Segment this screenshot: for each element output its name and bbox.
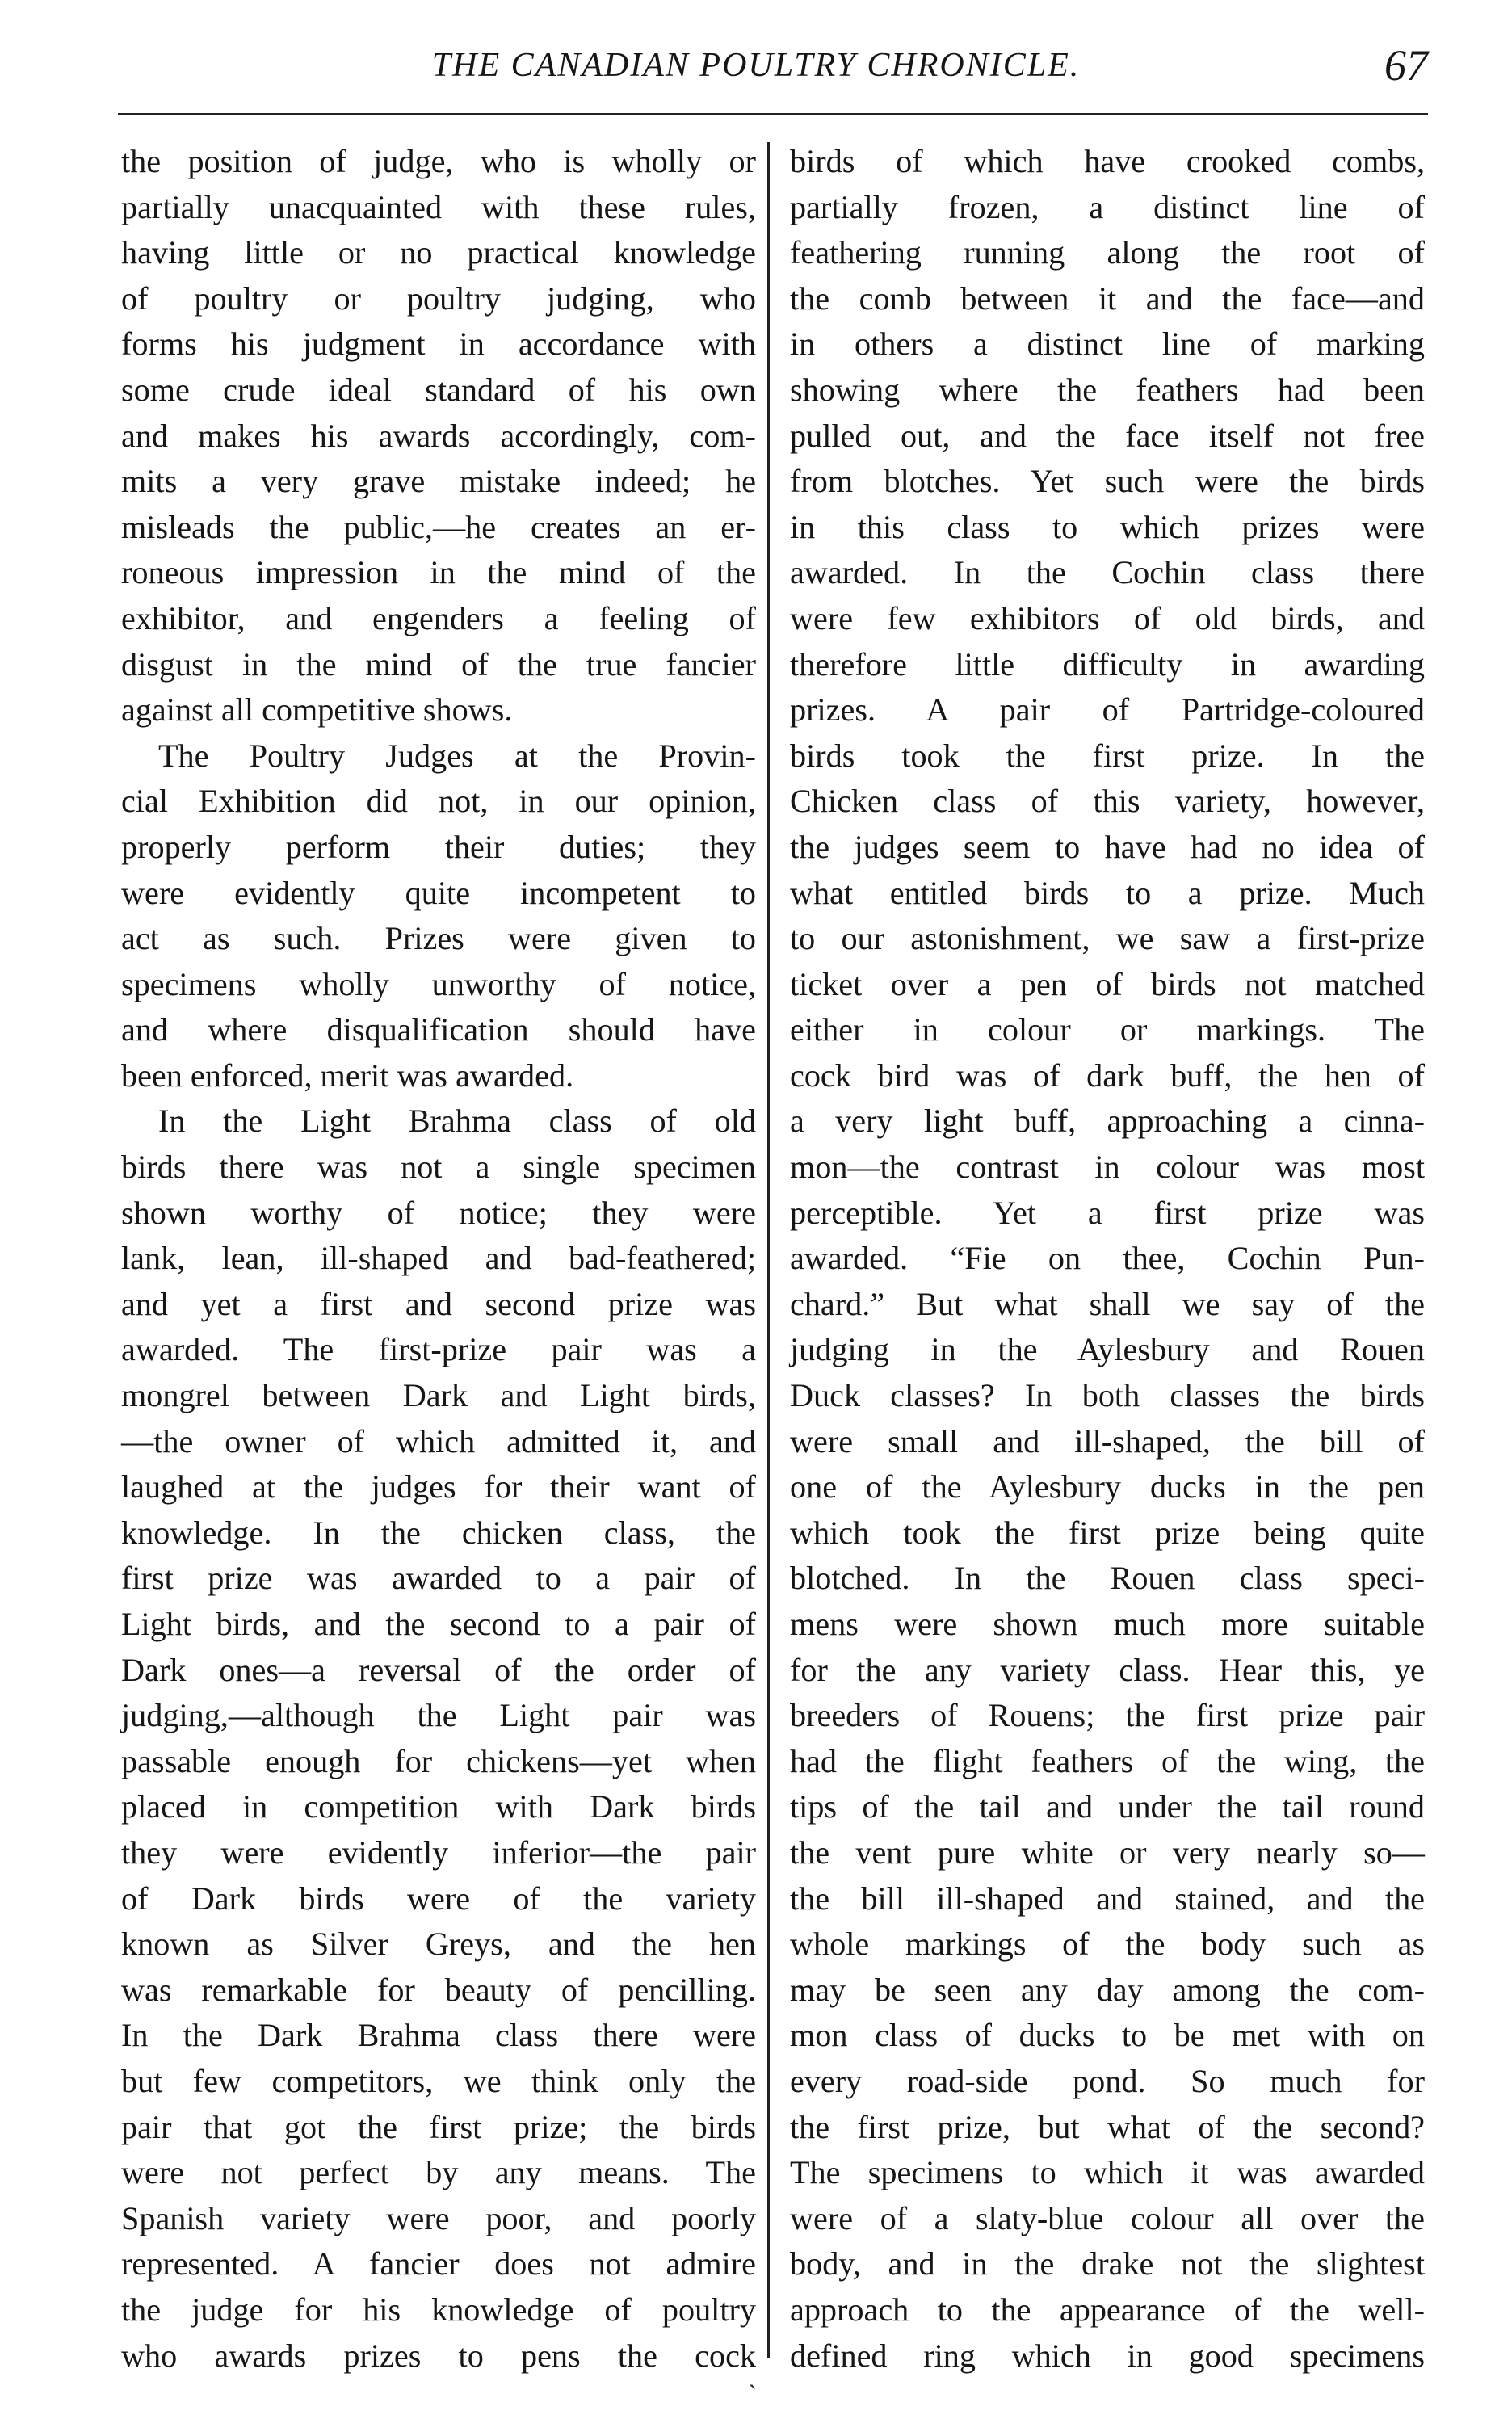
text-line: body, and in the drake not the slightest	[790, 2245, 1425, 2283]
text-line: In the Dark Brahma class there were	[121, 2017, 756, 2054]
text-line: feathering running along the root of	[790, 234, 1425, 271]
text-line: passable enough for chickens—yet when	[121, 1742, 756, 1779]
text-line: the bill ill-shaped and stained, and the	[790, 1880, 1425, 1917]
footer-mark: `	[748, 2380, 758, 2410]
text-line: Duck classes? In both classes the birds	[790, 1377, 1425, 1414]
text-line: partially unacquainted with these rules,	[121, 188, 756, 225]
text-line: and where disqualification should have	[121, 1011, 756, 1048]
text-line: which took the first prize being quite	[790, 1514, 1425, 1551]
page-header	[0, 29, 1512, 102]
text-line: shown worthy of notice; they were	[121, 1194, 756, 1231]
text-line: were evidently quite incompetent to	[121, 874, 756, 911]
text-line: act as such. Prizes were given to	[121, 920, 756, 957]
text-line: perceptible. Yet a first prize was	[790, 1194, 1425, 1231]
text-line: showing where the feathers had been	[790, 371, 1425, 408]
text-line: every road-side pond. So much for	[790, 2062, 1425, 2099]
header-rule	[118, 113, 1428, 116]
right-column	[790, 139, 1425, 2379]
text-line: Dark ones—a reversal of the order of	[121, 1651, 756, 1688]
text-line: cock bird was of dark buff, the hen of	[790, 1056, 1425, 1094]
text-line: The Poultry Judges at the Provin-	[158, 737, 756, 774]
text-line: In the Light Brahma class of old	[158, 1102, 756, 1140]
text-line: awarded. In the Cochin class there	[790, 554, 1425, 591]
text-line: been enforced, merit was awarded.	[121, 1056, 574, 1094]
text-line: may be seen any day among the com-	[790, 1971, 1425, 2008]
text-line: breeders of Rouens; the first prize pair	[790, 1697, 1425, 1734]
text-line: for the any variety class. Hear this, ye	[790, 1651, 1425, 1688]
text-line: ticket over a pen of birds not matched	[790, 965, 1425, 1002]
text-line: some crude ideal standard of his own	[121, 371, 756, 408]
text-line: exhibitor, and engenders a feeling of	[121, 599, 756, 636]
text-line: judging in the Aylesbury and Rouen	[790, 1331, 1425, 1368]
text-line: of Dark birds were of the variety	[121, 1880, 756, 1917]
text-line: —the owner of which admitted it, and	[121, 1422, 756, 1460]
text-line: awarded. “Fie on thee, Cochin Pun-	[790, 1240, 1425, 1277]
text-line: laughed at the judges for their want of	[121, 1468, 756, 1506]
text-line: in others a distinct line of marking	[790, 326, 1425, 363]
text-line: who awards prizes to pens the cock	[121, 2337, 756, 2374]
text-line: therefore little difficulty in awarding	[790, 645, 1425, 682]
text-line: tips of the tail and under the tail round	[790, 1788, 1425, 1825]
text-line: forms his judgment in accordance with	[121, 326, 756, 363]
text-line: mits a very grave mistake indeed; he	[121, 463, 756, 500]
text-line: the comb between it and the face—and	[790, 279, 1425, 317]
text-line: blotched. In the Rouen class speci-	[790, 1560, 1425, 1597]
text-line: the vent pure white or very nearly so—	[790, 1833, 1425, 1871]
text-line: mens were shown much more suitable	[790, 1606, 1425, 1642]
text-line: were not perfect by any means. The	[121, 2154, 756, 2191]
text-line: what entitled birds to a prize. Much	[790, 874, 1425, 911]
text-line: roneous impression in the mind of the	[121, 554, 756, 591]
text-line: one of the Aylesbury ducks in the pen	[790, 1468, 1425, 1506]
text-line: knowledge. In the chicken class, the	[121, 1514, 756, 1551]
text-line: had the flight feathers of the wing, the	[790, 1742, 1425, 1779]
text-line: birds took the first prize. In the	[790, 737, 1425, 774]
text-line: lank, lean, ill-shaped and bad-feathered;	[121, 1240, 756, 1277]
text-line: Spanish variety were poor, and poorly	[121, 2199, 756, 2236]
text-line: misleads the public,—he creates an er-	[121, 508, 756, 545]
text-line: were of a slaty-blue colour all over the	[790, 2199, 1425, 2236]
text-line: either in colour or markings. The	[790, 1011, 1425, 1048]
text-line: properly perform their duties; they	[121, 828, 756, 865]
text-line: Light birds, and the second to a pair of	[121, 1606, 756, 1642]
text-line: and yet a first and second prize was	[121, 1285, 756, 1322]
text-line: but few competitors, we think only the	[121, 2062, 756, 2099]
text-line: cial Exhibition did not, in our opinion,	[121, 783, 756, 820]
text-line: placed in competition with Dark birds	[121, 1788, 756, 1825]
text-line: represented. A fancier does not admire	[121, 2245, 756, 2283]
text-line: the position of judge, who is wholly or	[121, 143, 756, 179]
text-line: having little or no practical knowledge	[121, 234, 756, 271]
text-line: mongrel between Dark and Light birds,	[121, 1377, 756, 1414]
text-line: birds there was not a single specimen	[121, 1149, 756, 1186]
text-line: partially frozen, a distinct line of	[790, 188, 1425, 225]
text-line: disgust in the mind of the true fancier	[121, 645, 756, 682]
text-line: specimens wholly unworthy of notice,	[121, 965, 756, 1002]
text-line: and makes his awards accordingly, com-	[121, 417, 756, 454]
text-line: prizes. A pair of Partridge-coloured	[790, 691, 1425, 729]
page-number: 67	[1384, 41, 1428, 90]
text-line: mon—the contrast in colour was most	[790, 1149, 1425, 1186]
text-line: a very light buff, approaching a cinna-	[790, 1102, 1425, 1140]
text-line: the judges seem to have had no idea of	[790, 828, 1425, 865]
text-line: were small and ill-shaped, the bill of	[790, 1422, 1425, 1460]
text-line: pair that got the first prize; the birds	[121, 2108, 756, 2145]
text-line: judging,—although the Light pair was	[121, 1697, 756, 1734]
text-line: chard.” But what shall we say of the	[790, 1285, 1425, 1322]
text-line: The specimens to which it was awarded	[790, 2154, 1425, 2191]
text-line: the judge for his knowledge of poultry	[121, 2291, 756, 2328]
text-line: the first prize, but what of the second?	[790, 2108, 1425, 2145]
running-title: THE CANADIAN POULTRY CHRONICLE.	[431, 47, 1081, 84]
text-line: in this class to which prizes were	[790, 508, 1425, 545]
column-divider	[767, 142, 770, 2358]
text-line: to our astonishment, we saw a first-prize	[790, 920, 1425, 957]
text-line: against all competitive shows.	[121, 691, 513, 729]
text-line: mon class of ducks to be met with on	[790, 2017, 1425, 2054]
text-line: whole markings of the body such as	[790, 1926, 1425, 1963]
text-line: awarded. The first-prize pair was a	[121, 1331, 756, 1368]
text-line: were few exhibitors of old birds, and	[790, 599, 1425, 636]
text-line: Chicken class of this variety, however,	[790, 783, 1425, 820]
text-line: known as Silver Greys, and the hen	[121, 1926, 756, 1963]
left-column	[121, 139, 756, 2379]
text-line: from blotches. Yet such were the birds	[790, 463, 1425, 500]
text-line: was remarkable for beauty of pencilling.	[121, 1971, 756, 2008]
text-line: of poultry or poultry judging, who	[121, 279, 756, 317]
text-line: approach to the appearance of the well-	[790, 2291, 1425, 2328]
text-line: pulled out, and the face itself not free	[790, 417, 1425, 454]
text-line: birds of which have crooked combs,	[790, 143, 1425, 179]
text-line: defined ring which in good specimens	[790, 2337, 1425, 2374]
text-line: first prize was awarded to a pair of	[121, 1560, 756, 1597]
text-line: they were evidently inferior—the pair	[121, 1833, 756, 1871]
